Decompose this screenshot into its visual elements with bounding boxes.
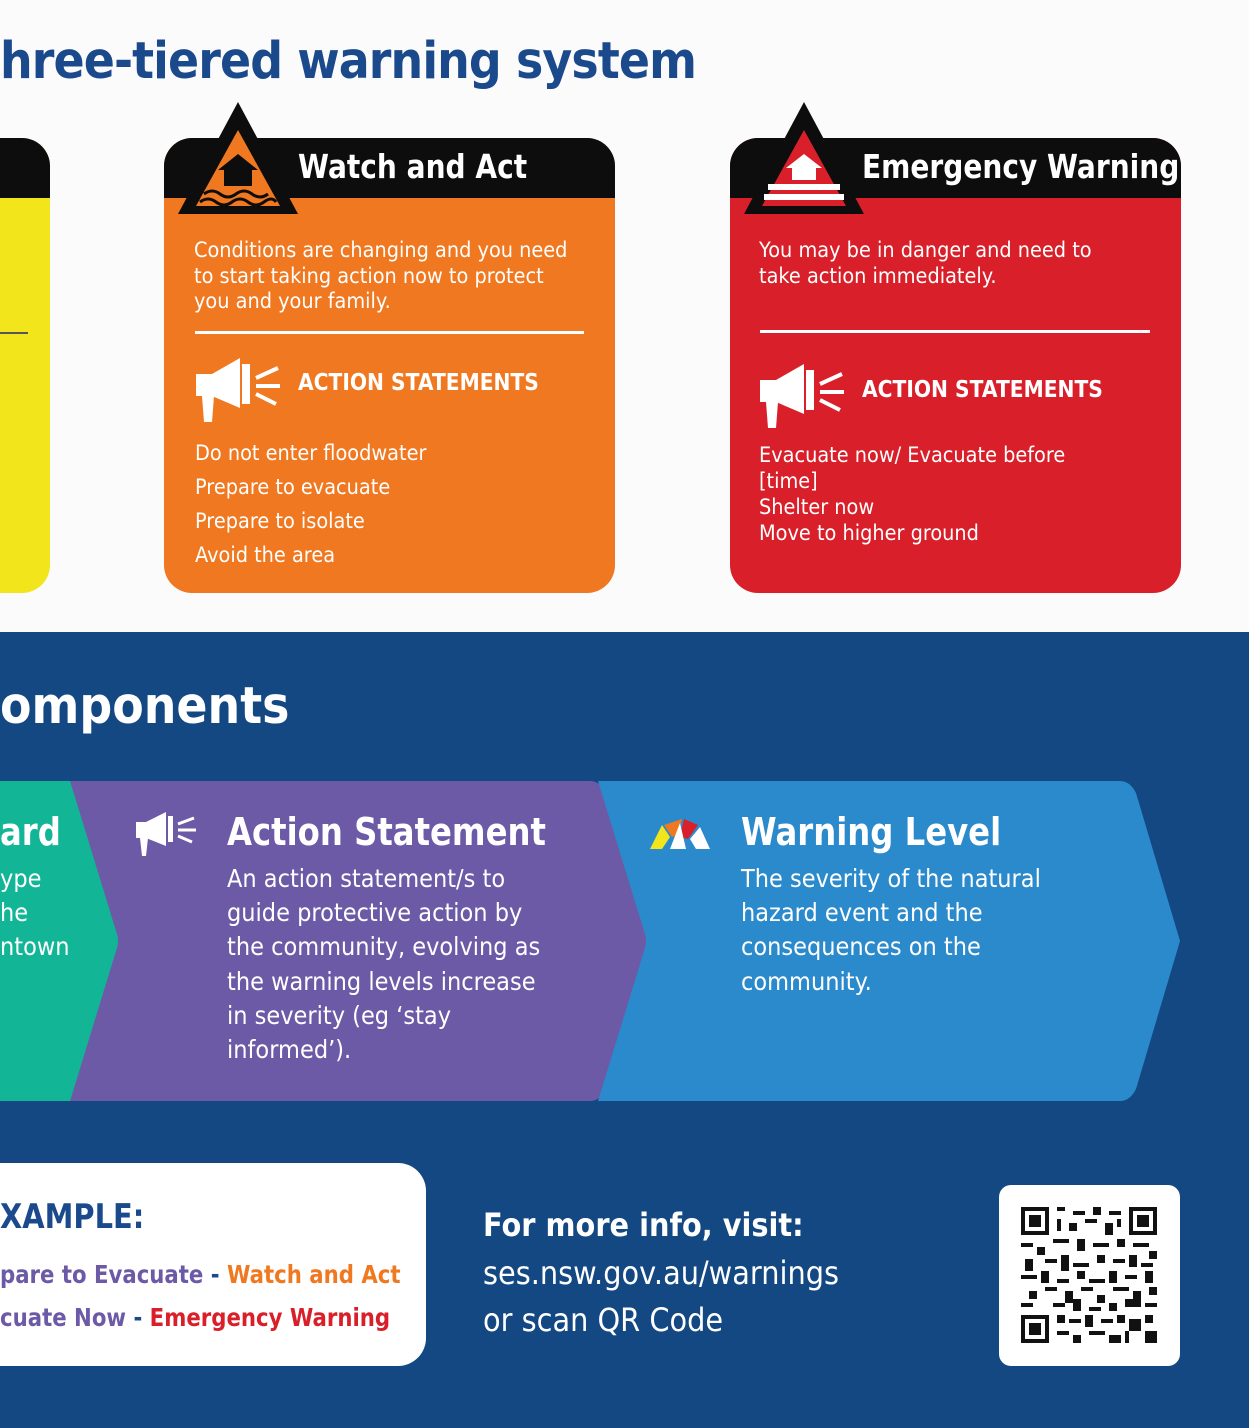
watch-and-act-description — [194, 238, 590, 315]
example-separator: - — [203, 1260, 227, 1289]
qr-code-box[interactable] — [999, 1185, 1180, 1366]
warning-level-title: Warning Level — [741, 810, 1002, 854]
action-item: Prepare to isolate — [195, 509, 365, 533]
example-line-1 — [0, 1260, 401, 1289]
flood-house-warning-icon — [176, 100, 300, 216]
qr-code-icon — [1021, 1207, 1157, 1343]
example-separator: - — [126, 1303, 150, 1332]
action-item: Prepare to evacuate — [195, 475, 391, 499]
action-item: Evacuate now/ Evacuate before — [759, 443, 1066, 467]
megaphone-icon — [134, 810, 198, 858]
warning-level-text — [741, 862, 1041, 999]
action-statement-text-line: in severity (eg ‘stay — [227, 1000, 452, 1030]
action-statement-text-line: the warning levels increase — [227, 966, 536, 996]
flood-house-emergency-icon — [742, 100, 866, 216]
action-statement-text-line: guide protective action by — [227, 898, 523, 928]
watch-and-act-title: Watch and Act — [298, 147, 528, 186]
warning-level-text-line: hazard event and the — [741, 898, 983, 928]
components-heading: omponents — [0, 677, 290, 736]
action-item: Shelter now — [759, 495, 875, 519]
megaphone-icon — [756, 362, 848, 432]
watch-and-act-description-line: you and your family. — [194, 289, 391, 313]
tiers-heading: hree-tiered warning system — [0, 32, 697, 91]
emergency-warning-description — [759, 238, 1155, 289]
warning-level-text-line: community. — [741, 966, 872, 996]
watch-and-act-action-list — [195, 436, 426, 572]
info-url-link[interactable]: ses.nsw.gov.au/warnings — [483, 1254, 840, 1292]
advice-card — [0, 138, 50, 593]
watch-and-act-divider — [195, 331, 584, 334]
emergency-warning-title: Emergency Warning — [862, 147, 1180, 186]
watch-and-act-description-line: Conditions are changing and you need — [194, 238, 568, 262]
action-item: [time] — [759, 469, 818, 493]
megaphone-icon — [192, 356, 284, 426]
action-statement-text-line: informed’). — [227, 1035, 352, 1065]
action-statement-text-line: An action statement/s to — [227, 864, 506, 893]
hazard-text — [0, 862, 70, 965]
info-qr-text: or scan QR Code — [483, 1301, 724, 1339]
action-item: Do not enter floodwater — [195, 441, 427, 465]
hazard-title: ard — [0, 810, 61, 854]
example-line-2 — [0, 1303, 390, 1332]
emergency-warning-description-line: You may be in danger and need to — [759, 238, 1092, 262]
hazard-text-line: ype — [0, 864, 42, 893]
emergency-warning-action-list — [759, 442, 1065, 546]
action-statement-text-line: the community, evolving as — [227, 932, 541, 962]
warning-level-text-line: consequences on the — [741, 932, 981, 962]
warning-level-text-line: The severity of the natural — [741, 864, 1041, 893]
emergency-warning-description-line: take action immediately. — [759, 263, 997, 288]
emergency-warning-divider — [760, 330, 1150, 333]
example-action: pare to Evacuate — [0, 1260, 204, 1289]
warning-level-gauge-icon — [648, 817, 712, 851]
action-statement-title: Action Statement — [227, 810, 546, 854]
action-item: Avoid the area — [195, 543, 336, 567]
example-action: cuate Now — [0, 1303, 127, 1332]
action-statement-text — [227, 862, 540, 1067]
watch-and-act-description-line: to start taking action now to protect — [194, 263, 544, 288]
example-level-emergency-warning: Emergency Warning — [149, 1303, 391, 1332]
action-item: Move to higher ground — [759, 521, 979, 545]
components-section — [0, 632, 1249, 1428]
watch-and-act-action-heading: ACTION STATEMENTS — [298, 370, 539, 396]
advice-card-header-bar — [0, 138, 50, 198]
hazard-text-line: ntown — [0, 932, 70, 962]
example-level-watch-and-act: Watch and Act — [226, 1260, 401, 1289]
info-heading: For more info, visit: — [483, 1206, 804, 1244]
hazard-text-line: he — [0, 898, 29, 928]
advice-card-tick — [0, 332, 28, 334]
example-title: XAMPLE: — [0, 1197, 145, 1237]
emergency-warning-action-heading: ACTION STATEMENTS — [862, 377, 1103, 403]
warning-tiers-section — [0, 0, 1249, 632]
